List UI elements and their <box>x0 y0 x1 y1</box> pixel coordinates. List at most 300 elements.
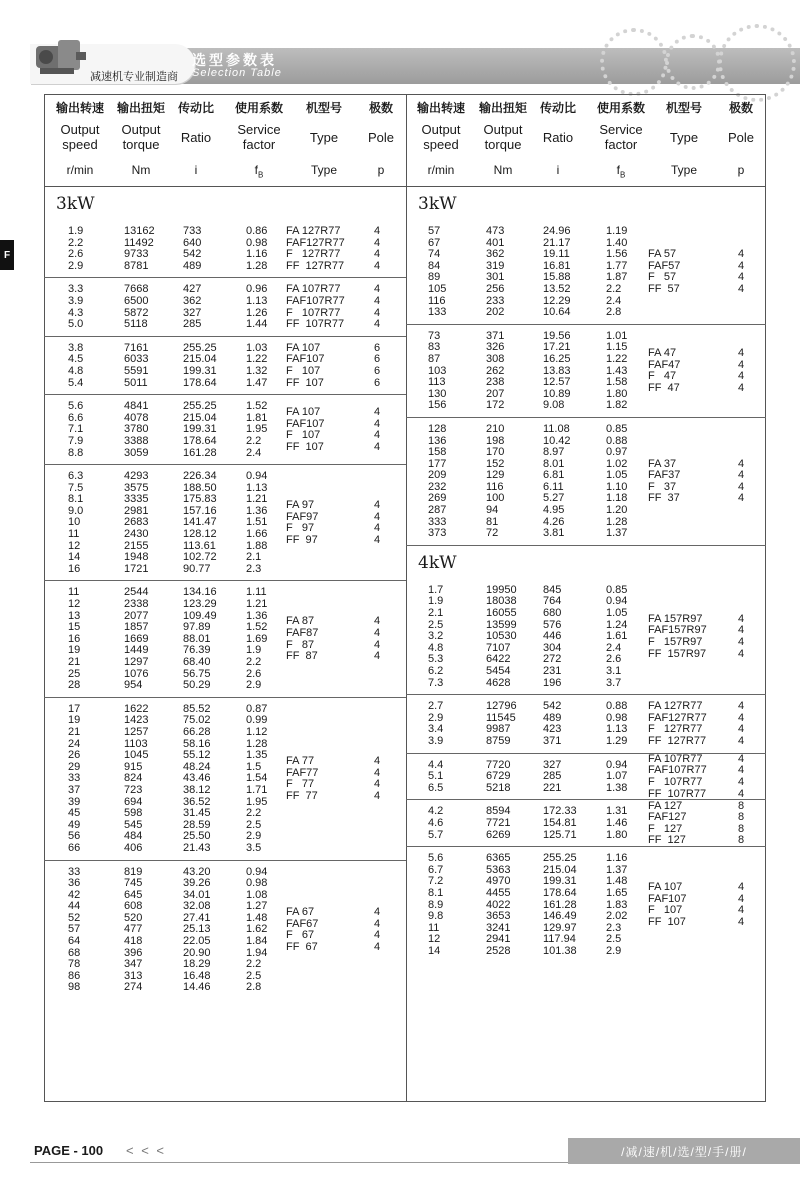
table-row <box>44 261 406 273</box>
ratio-value: 146.49 <box>543 910 577 923</box>
model-type: FAF107R77 <box>648 764 707 777</box>
service-factor-value: 1.03 <box>246 341 268 354</box>
pole-value: 4 <box>374 627 381 640</box>
table-row <box>44 319 406 331</box>
torque-value: 545 <box>124 818 143 831</box>
table-row <box>406 377 766 389</box>
ratio-value: 327 <box>183 306 202 319</box>
speed-value: 3.4 <box>428 723 444 736</box>
torque-value: 274 <box>124 981 143 994</box>
speed-value: 1.7 <box>428 583 444 596</box>
torque-value: 5363 <box>486 863 511 876</box>
torque-value: 172 <box>486 399 505 412</box>
torque-value: 915 <box>124 760 143 773</box>
pole-value: 4 <box>374 405 381 418</box>
table-row <box>406 946 766 958</box>
table-row <box>44 506 406 518</box>
ratio-value: 371 <box>543 734 562 747</box>
torque-value: 6729 <box>486 770 511 783</box>
ratio-value: 17.21 <box>543 341 571 354</box>
model-group <box>406 325 766 418</box>
column-title-cn: 输出转速 <box>416 101 465 115</box>
torque-value: 745 <box>124 877 143 890</box>
service-factor-value: 1.05 <box>606 469 628 482</box>
torque-value: 2528 <box>486 944 511 957</box>
ratio-value: 16.48 <box>183 969 211 982</box>
table-row <box>406 853 766 865</box>
ratio-value: 4.26 <box>543 515 565 528</box>
pole-value: 4 <box>374 248 381 261</box>
service-factor-value: 2.2 <box>246 656 262 668</box>
ratio-value: 255.25 <box>183 400 217 413</box>
ratio-value: 58.16 <box>183 737 211 750</box>
torque-value: 3575 <box>124 481 149 494</box>
table-row <box>44 657 406 669</box>
pole-value: 6 <box>374 341 381 354</box>
speed-value: 103 <box>428 364 447 377</box>
service-factor-value: 1.83 <box>606 898 628 911</box>
speed-value: 78 <box>68 958 81 971</box>
table-row <box>44 284 406 296</box>
torque-value: 6365 <box>486 852 511 865</box>
torque-value: 7721 <box>486 816 511 829</box>
pole-value: 4 <box>738 381 745 394</box>
column-header-cell <box>410 94 472 177</box>
ratio-value: 21.17 <box>543 236 571 249</box>
pole-value: 4 <box>738 700 745 713</box>
model-type: FF 127 <box>648 834 686 847</box>
table-row <box>44 517 406 529</box>
torque-value: 207 <box>486 387 505 400</box>
speed-value: 29 <box>68 760 81 773</box>
table-row <box>406 818 766 830</box>
ratio-value: 125.71 <box>543 828 577 841</box>
table-row <box>44 773 406 785</box>
model-type: F 87 <box>286 638 315 651</box>
speed-value: 16 <box>68 632 81 645</box>
speed-value: 7.3 <box>428 676 444 689</box>
table-row <box>44 704 406 716</box>
service-factor-value: 2.1 <box>246 551 262 564</box>
ratio-value: 16.81 <box>543 259 571 272</box>
ratio-value: 9.08 <box>543 399 565 412</box>
model-type: FF 157R97 <box>648 647 707 660</box>
model-type: FF 107 <box>286 376 324 389</box>
ratio-value: 88.01 <box>183 632 211 645</box>
ratio-value: 25.50 <box>183 830 211 843</box>
pole-value: 4 <box>738 259 745 272</box>
speed-value: 5.1 <box>428 770 444 783</box>
ratio-value: 10.64 <box>543 306 571 319</box>
model-type-list <box>286 500 318 546</box>
torque-value: 401 <box>486 236 505 249</box>
torque-value: 262 <box>486 364 505 377</box>
table-row <box>44 366 406 378</box>
pole-value: 8 <box>738 811 745 824</box>
speed-value: 116 <box>428 294 446 307</box>
model-type: F 77 <box>286 778 315 791</box>
ratio-value: 20.90 <box>183 946 211 959</box>
column-title-en: Ratio <box>542 129 574 145</box>
service-factor-value: 1.43 <box>606 364 628 377</box>
service-factor-value: 1.69 <box>246 632 268 645</box>
model-type: FA 127R77 <box>648 700 703 713</box>
speed-value: 8.1 <box>68 493 84 506</box>
torque-value: 326 <box>486 341 505 354</box>
torque-value: 13599 <box>486 618 517 631</box>
ratio-value: 8.97 <box>543 446 565 459</box>
torque-value: 645 <box>124 888 143 901</box>
speed-value: 37 <box>68 783 81 796</box>
model-type-list <box>648 348 680 394</box>
table-row <box>44 354 406 366</box>
model-type: F 57 <box>648 271 677 284</box>
table-row <box>406 261 766 273</box>
table-row <box>406 400 766 412</box>
model-group <box>44 278 406 336</box>
torque-value: 4078 <box>124 411 149 424</box>
ratio-value: 272 <box>543 653 562 666</box>
pole-value: 8 <box>738 822 745 835</box>
ratio-value: 39.26 <box>183 877 211 890</box>
model-type: FF 67 <box>286 940 318 953</box>
speed-value: 4.3 <box>68 306 84 319</box>
service-factor-value: 1.18 <box>606 492 628 505</box>
ratio-value: 423 <box>543 723 562 736</box>
speed-value: 67 <box>428 236 441 249</box>
column-header-cell <box>652 94 716 177</box>
ratio-value: 542 <box>183 248 202 261</box>
torque-value: 319 <box>486 259 505 272</box>
speed-value: 64 <box>68 935 81 948</box>
ratio-value: 19.11 <box>543 248 570 261</box>
ratio-value: 85.52 <box>183 702 211 715</box>
ratio-value: 327 <box>543 758 562 771</box>
table-row <box>44 831 406 843</box>
ratio-value: 221 <box>543 781 562 794</box>
torque-value: 19950 <box>486 583 517 596</box>
torque-value: 1045 <box>124 749 149 762</box>
page-header <box>0 30 800 86</box>
column-title-en: Type <box>669 129 699 145</box>
speed-value: 1.9 <box>68 225 84 237</box>
gear-icon <box>665 34 721 90</box>
service-factor-value: 1.28 <box>246 737 268 750</box>
model-type: F 127R77 <box>648 723 703 736</box>
speed-value: 5.6 <box>68 400 84 413</box>
model-type-list <box>286 407 325 453</box>
speed-value: 287 <box>428 504 447 517</box>
model-group <box>44 861 406 1000</box>
torque-value: 4970 <box>486 875 511 888</box>
model-type: FA 47 <box>648 347 677 360</box>
ratio-value: 25.13 <box>183 923 211 936</box>
ratio-value: 12.29 <box>543 294 571 307</box>
ratio-value: 733 <box>183 225 202 237</box>
speed-value: 133 <box>428 306 447 319</box>
torque-value: 308 <box>486 352 505 365</box>
column-title-en: Ratio <box>180 129 212 145</box>
pole-value: 4 <box>738 904 745 917</box>
model-type: FF 107 <box>286 440 324 453</box>
model-type: FF 37 <box>648 492 680 505</box>
column-unit: p <box>737 163 745 177</box>
torque-value: 198 <box>486 434 505 447</box>
column-title-cn: 使用系数 <box>234 101 283 115</box>
ratio-value: 117.94 <box>543 933 576 946</box>
table-row <box>44 436 406 448</box>
service-factor-value: 1.9 <box>246 644 262 657</box>
table-row <box>406 307 766 319</box>
table-row <box>44 913 406 925</box>
pole-list <box>738 459 744 505</box>
speed-value: 128 <box>428 422 447 435</box>
ratio-value: 161.28 <box>543 898 577 911</box>
speed-value: 45 <box>68 807 81 820</box>
model-type: FA 107R77 <box>286 283 341 296</box>
service-factor-value: 1.84 <box>246 935 268 948</box>
torque-value: 202 <box>486 306 505 319</box>
model-type: FAF57 <box>648 259 681 272</box>
section-tab: F <box>0 240 14 270</box>
service-factor-value: 0.94 <box>246 470 268 483</box>
ratio-value: 32.08 <box>183 900 211 913</box>
torque-value: 9987 <box>486 723 511 736</box>
model-group <box>406 579 766 695</box>
column-header-cell <box>472 94 534 177</box>
ratio-value: 12.57 <box>543 376 571 389</box>
torque-value: 2683 <box>124 516 149 529</box>
table-row <box>44 529 406 541</box>
column-title-en: Service factor <box>599 122 643 152</box>
service-factor-value: 0.98 <box>246 236 268 249</box>
column-title-cn: 使用系数 <box>596 101 645 115</box>
service-factor-value: 1.20 <box>606 504 628 517</box>
torque-value: 3780 <box>124 423 149 436</box>
speed-value: 5.7 <box>428 828 444 841</box>
pole-list <box>738 614 744 660</box>
torque-value: 9733 <box>124 248 149 261</box>
ratio-value: 427 <box>183 283 202 296</box>
service-factor-value: 1.37 <box>606 527 628 540</box>
service-factor-value: 2.9 <box>606 944 622 957</box>
table-row <box>406 342 766 354</box>
pole-value: 4 <box>374 429 381 442</box>
table-row <box>44 645 406 657</box>
model-type: FA 67 <box>286 906 315 919</box>
model-type: FF 77 <box>286 789 318 802</box>
service-factor-value: 1.21 <box>246 493 268 506</box>
speed-value: 3.9 <box>68 294 84 307</box>
column-title-en: Output speed <box>60 122 100 152</box>
ratio-value: 21.43 <box>183 841 211 854</box>
service-factor-value: 1.52 <box>246 621 268 634</box>
service-factor-value: 1.80 <box>606 387 628 400</box>
ratio-value: 304 <box>543 641 562 654</box>
torque-value: 313 <box>124 969 143 982</box>
torque-value: 301 <box>486 271 505 284</box>
service-factor-value: 0.94 <box>606 758 628 771</box>
title-english: Selection Table <box>192 67 282 79</box>
pole-value: 4 <box>374 522 381 535</box>
service-factor-value: 1.38 <box>606 781 628 794</box>
brand-text: 减速机专业制造商 <box>90 71 178 83</box>
service-factor-value: 2.2 <box>246 434 262 447</box>
ratio-value: 15.88 <box>543 271 571 284</box>
speed-value: 269 <box>428 492 447 505</box>
model-type: FAF37 <box>648 469 681 482</box>
table-row <box>406 713 766 725</box>
model-type-list <box>648 614 707 660</box>
service-factor-value: 1.62 <box>246 923 268 936</box>
pole-value: 4 <box>738 480 745 493</box>
speed-value: 56 <box>68 830 81 843</box>
ratio-value: 56.75 <box>183 667 211 680</box>
speed-value: 28 <box>68 679 81 692</box>
table-row <box>406 447 766 459</box>
table-row <box>406 436 766 448</box>
speed-value: 19 <box>68 714 81 727</box>
gear-icon <box>600 28 668 96</box>
speed-value: 7.2 <box>428 875 444 888</box>
model-type: FF 87 <box>286 650 318 663</box>
column-header-cell <box>50 94 110 177</box>
service-factor-value: 1.28 <box>246 259 268 272</box>
speed-value: 5.6 <box>428 852 444 865</box>
torque-value: 129 <box>486 469 505 482</box>
speed-value: 4.4 <box>428 758 444 771</box>
pole-value: 4 <box>738 282 745 295</box>
power-section-label: 3kW <box>56 194 95 214</box>
service-factor-value: 1.11 <box>246 586 267 599</box>
speed-value: 9.8 <box>428 910 444 923</box>
torque-value: 1449 <box>124 644 149 657</box>
pole-list <box>374 407 380 453</box>
torque-value: 3653 <box>486 910 511 923</box>
ratio-value: 66.28 <box>183 725 211 738</box>
pole-value: 6 <box>374 353 381 366</box>
torque-value: 7668 <box>124 283 149 296</box>
service-factor-value: 1.05 <box>606 607 628 620</box>
torque-value: 6422 <box>486 653 511 666</box>
ratio-value: 19.56 <box>543 329 571 342</box>
table-row <box>44 680 406 692</box>
speed-value: 16 <box>68 562 81 575</box>
torque-value: 1622 <box>124 702 149 715</box>
column-header-cell <box>224 94 294 182</box>
pole-list <box>374 756 380 802</box>
service-factor-value: 1.13 <box>606 723 628 736</box>
torque-value: 5872 <box>124 306 149 319</box>
service-factor-value: 1.65 <box>606 886 628 899</box>
model-group <box>406 220 766 325</box>
ratio-value: 134.16 <box>183 586 217 599</box>
table-row <box>44 762 406 774</box>
table-row <box>44 401 406 413</box>
model-type: FAF67 <box>286 917 319 930</box>
pole-value: 4 <box>738 636 745 649</box>
column-unit: i <box>194 163 198 177</box>
torque-value: 824 <box>124 772 143 785</box>
ratio-value: 5.27 <box>543 492 565 505</box>
column-unit: r/min <box>66 163 94 177</box>
model-type-list <box>286 907 318 953</box>
speed-value: 19 <box>68 644 81 657</box>
speed-value: 6.3 <box>68 470 84 483</box>
service-factor-value: 0.99 <box>246 714 268 727</box>
pole-value: 4 <box>374 440 381 453</box>
pole-list <box>374 500 380 546</box>
table-row <box>44 727 406 739</box>
table-left-half <box>44 94 406 999</box>
model-group <box>44 581 406 697</box>
speed-value: 44 <box>68 900 81 913</box>
column-header-cell <box>586 94 656 182</box>
ratio-value: 172.33 <box>543 805 577 818</box>
ratio-value: 215.04 <box>183 353 217 366</box>
speed-value: 2.5 <box>428 618 444 631</box>
ratio-value: 128.12 <box>183 528 217 541</box>
pole-value: 4 <box>374 259 381 272</box>
torque-value: 3335 <box>124 493 149 506</box>
model-group <box>406 418 766 546</box>
speed-value: 49 <box>68 818 81 831</box>
ratio-value: 178.64 <box>183 434 217 447</box>
service-factor-value: 1.27 <box>246 900 268 913</box>
torque-value: 2077 <box>124 609 149 622</box>
speed-value: 11 <box>68 586 80 599</box>
service-factor-value: 1.35 <box>246 749 268 762</box>
column-title-en: Pole <box>367 129 395 145</box>
speed-value: 39 <box>68 795 81 808</box>
torque-value: 256 <box>486 282 505 295</box>
speed-value: 4.8 <box>428 641 444 654</box>
pole-value: 4 <box>374 638 381 651</box>
torque-value: 2430 <box>124 528 149 541</box>
column-title-cn: 传动比 <box>539 101 576 115</box>
table-row <box>44 413 406 425</box>
pole-list <box>738 754 744 800</box>
column-title-en: Pole <box>727 129 755 145</box>
pole-value: 4 <box>374 533 381 546</box>
pole-value: 4 <box>738 734 745 747</box>
model-group <box>44 395 406 465</box>
table-row <box>44 843 406 855</box>
speed-value: 4.8 <box>68 364 84 377</box>
model-type-list <box>648 801 687 847</box>
ratio-value: 764 <box>543 595 562 608</box>
column-title-cn: 极数 <box>368 101 393 115</box>
pole-list <box>738 701 744 747</box>
torque-value: 819 <box>124 865 143 878</box>
torque-value: 5454 <box>486 665 511 677</box>
service-factor-value: 1.47 <box>246 376 268 389</box>
torque-value: 1669 <box>124 632 149 645</box>
service-factor-value: 1.26 <box>246 306 268 319</box>
speed-value: 3.2 <box>428 630 444 643</box>
torque-value: 4841 <box>124 400 149 413</box>
model-type: FAF107 <box>286 353 325 366</box>
model-type: FA 77 <box>286 754 315 767</box>
speed-value: 4.5 <box>68 353 84 366</box>
title-chinese: 选型参数表 <box>192 52 277 68</box>
service-factor-value: 1.87 <box>606 271 628 284</box>
speed-value: 373 <box>428 527 447 540</box>
table-row <box>406 517 766 529</box>
speed-value: 11 <box>428 921 440 934</box>
table-row <box>44 343 406 355</box>
torque-value: 116 <box>486 480 504 493</box>
